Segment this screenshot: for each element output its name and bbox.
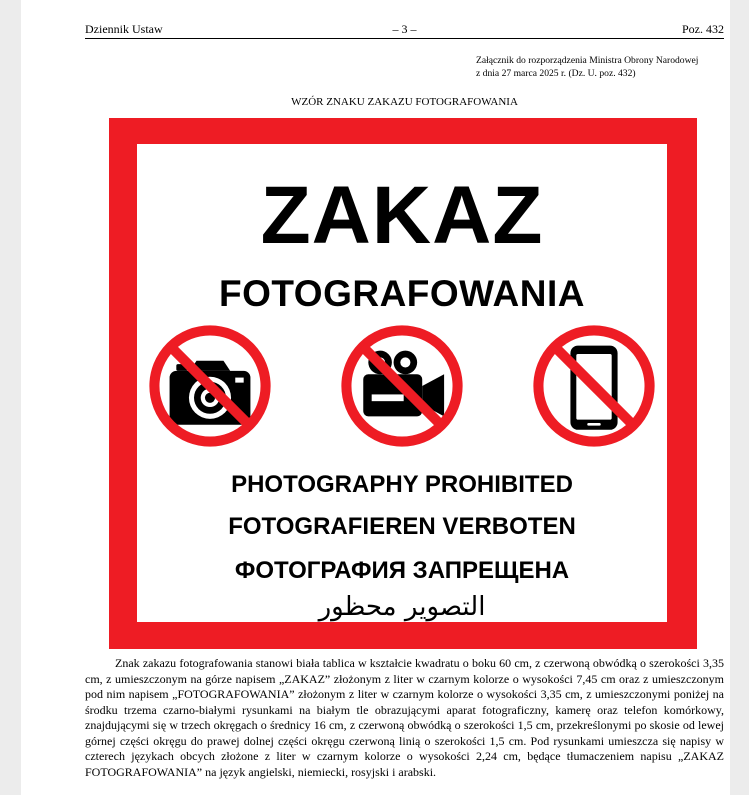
sign-title: WZÓR ZNAKU ZAKAZU FOTOGRAFOWANIA (291, 96, 518, 108)
page-header (85, 22, 724, 39)
prohibition-sign (109, 118, 697, 649)
video-camera-icon (326, 322, 478, 450)
sign-main-text: ZAKAZ (260, 170, 544, 261)
document-page (21, 0, 730, 795)
sign-description: Znak zakazu fotografowania stanowi biała tablica w kształcie kwadratu o boku 60 cm, z czerwoną obwódką o szerokości 3,35 cm, z umieszczonym na górze napisem „ZAKAZ” złożonym z liter w czarnym kolorze o wysokości 7,45 cm oraz z umieszczonym pod nim napisem „FOTOGRAFOWANIA” złożonym z liter w czarnym kolorze o wysokości 3,35 cm, z umieszczonymi poniżej na środku trzema czarno-białymi rysunkami na białym tle obrazującymi aparat fotograficzny, kamerę oraz telefon komórkowy, znajdującymi się w trzech okręgach o średnicy 16 cm, z czerwoną obwódką o szerokości 1,5 cm, przekreślonymi po skosie od lewej górnej części okręgu do prawej dolnej części okręgu czerwoną linią o szerokości 1,5 cm. Pod rysunkami umieszcza się napisy w czterech językach obcych złożone z liter w czarnym kolorze o wysokości 2,24 cm, będące tłumaczeniem napisu „ZAKAZ FOTOGRAFOWANIA” na język angielski, niemiecki, rosyjski i arabski. (85, 656, 724, 779)
smartphone-icon (518, 322, 670, 450)
annex-note (476, 54, 736, 80)
page-number: – 3 – (392, 22, 417, 36)
sign-inner-panel (137, 144, 667, 622)
sign-sub-text: FOTOGRAFOWANIA (218, 273, 585, 314)
sign-text-russian: ФОТОГРАФИЯ ЗАПРЕЩЕНА (234, 557, 570, 584)
annex-line-2: z dnia 27 marca 2025 r. (Dz. U. poz. 432) (476, 68, 636, 79)
camera-icon (134, 322, 286, 450)
journal-title: Dziennik Ustaw (85, 22, 163, 36)
position-number: Poz. 432 (682, 22, 724, 36)
annex-line-1: Załącznik do rozporządzenia Ministra Obrony Narodowej (476, 55, 699, 66)
sign-text-arabic: التصوير محظور (318, 592, 486, 622)
sign-text-english: PHOTOGRAPHY PROHIBITED (231, 471, 573, 498)
sign-text-german: FOTOGRAFIEREN VERBOTEN (228, 513, 576, 540)
